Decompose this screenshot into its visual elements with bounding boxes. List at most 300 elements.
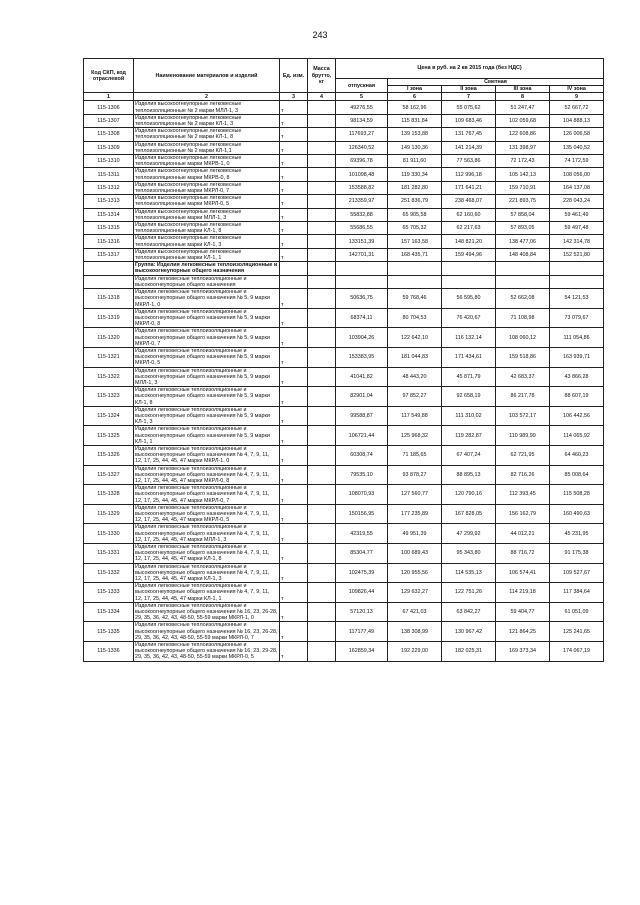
price-zone1: 125 968,32 [388,426,442,446]
price-zone3: 159 518,86 [496,347,550,367]
row-mass [308,275,336,288]
col-index: 7 [442,93,496,101]
price-zone3: 44 012,21 [496,524,550,544]
table-row [84,289,604,309]
row-mass [308,583,336,603]
header-name: Наименование материалов и изделий [134,59,280,93]
price-zone1: 157 163,58 [388,235,442,248]
price-zone2: 56 595,80 [442,289,496,309]
price-zone2: 120 790,16 [442,485,496,505]
price-release: 133151,39 [336,235,388,248]
price-zone3: 148 408,84 [496,248,550,261]
price-zone2: 63 842,27 [442,602,496,622]
price-zone1: 119 330,34 [388,168,442,181]
price-zone3: 138 477,06 [496,235,550,248]
table-row [84,347,604,367]
page-number: 243 [312,30,328,40]
row-name: Изделия легковесные теплоизоляционные и высокоогнеупорные общего назначения № 4, 7, 9, 11, 12, 17, 25, 44, 45, 47 марки МЛЛ-1, 3 [134,524,280,544]
price-zone2: 95 343,80 [442,544,496,564]
col-index: 8 [496,93,550,101]
price-zone1: 59 768,46 [388,289,442,309]
price-zone4: 108 056,00 [550,168,604,181]
row-mass [308,367,336,387]
price-zone3: 169 373,34 [496,642,550,662]
row-code: 115-1330 [84,524,134,544]
price-zone2: 109 683,46 [442,114,496,127]
price-zone2: 119 282,87 [442,426,496,446]
row-mass [308,328,336,348]
table-row [84,406,604,426]
price-zone4: 59 497,48 [550,222,604,235]
row-unit: т [280,347,308,367]
table-row [84,563,604,583]
row-unit: т [280,504,308,524]
price-zone3: 156 162,79 [496,504,550,524]
row-code: 115-1336 [84,642,134,662]
row-mass [308,602,336,622]
row-mass [308,544,336,564]
row-unit: т [280,155,308,168]
header-zone3: III зона [496,86,550,93]
price-zone3: 52 662,08 [496,289,550,309]
row-code: 115-1332 [84,563,134,583]
row-unit: т [280,248,308,261]
price-release: 153588,82 [336,181,388,194]
price-zone4: 106 442,56 [550,406,604,426]
row-code: 115-1314 [84,208,134,221]
price-zone4 [550,275,604,288]
row-name: Изделия легковесные теплоизоляционные и высокоогнеупорные общего назначения № 5, 9 марки КЛ-1, 1 [134,426,280,446]
price-zone1 [388,275,442,288]
col-index: 5 [336,93,388,101]
header-code: Код СКП, код отраслевой [84,59,134,93]
price-release: 126340,52 [336,141,388,154]
col-index: 9 [550,93,604,101]
row-mass [308,235,336,248]
row-code: 115-1307 [84,114,134,127]
price-zone4: 163 939,71 [550,347,604,367]
row-mass [308,181,336,194]
price-zone4: 114 065,92 [550,426,604,446]
price-release: 117693,27 [336,128,388,141]
row-code [84,275,134,288]
row-name: Изделия высокоогнеупорные легковесные теплоизоляционные марки КЛ-1, 1 [134,248,280,261]
row-name: Изделия высокоогнеупорные легковесные теплоизоляционные марки КЛ-1, 3 [134,235,280,248]
price-zone2: 111 310,02 [442,406,496,426]
table-row [84,642,604,662]
table-row [84,308,604,328]
price-zone3: 57 858,04 [496,208,550,221]
row-code: 115-1321 [84,347,134,367]
row-mass [308,524,336,544]
header-price-title: Цена в руб. на 2 кв 2015 года (без НДС) [336,59,604,79]
price-zone4: 73 079,67 [550,308,604,328]
row-name: Изделия высокоогнеупорные легковесные теплоизоляционные марки КЛ-1, 8 [134,222,280,235]
price-release: 50636,75 [336,289,388,309]
price-zone2: 62 160,60 [442,208,496,221]
row-unit: т [280,128,308,141]
row-code: 115-1306 [84,101,134,114]
price-zone3: 102 059,68 [496,114,550,127]
price-release: 85304,77 [336,544,388,564]
price-zone2 [442,275,496,288]
row-name: Изделия высокоогнеупорные легковесные теплоизоляционные № 2 марки КЛ-1, 3 [134,114,280,127]
price-zone2: 47 299,92 [442,524,496,544]
price-zone2: 114 535,13 [442,563,496,583]
row-unit: т [280,208,308,221]
table-row [84,485,604,505]
row-name: Изделия легковесные теплоизоляционные и высокоогнеупорные общего назначения № 5, 9 марки МКРЛ-0, 5 [134,347,280,367]
price-zone1: 181 282,80 [388,181,442,194]
price-release: 153383,95 [336,347,388,367]
row-unit: т [280,602,308,622]
row-mass [308,642,336,662]
price-zone1: 65 705,32 [388,222,442,235]
price-zone1: 127 560,77 [388,485,442,505]
price-zone1: 149 130,36 [388,141,442,154]
row-mass [308,289,336,309]
row-unit: т [280,445,308,465]
price-release: 106721,44 [336,426,388,446]
price-zone2: 112 996,18 [442,168,496,181]
table-row [84,114,604,127]
row-mass [308,347,336,367]
table-row [84,275,604,288]
price-zone2: 131 767,45 [442,128,496,141]
table-row [84,141,604,154]
price-zone3: 88 716,72 [496,544,550,564]
row-unit [280,262,308,275]
price-zone3: 51 247,47 [496,101,550,114]
row-unit: т [280,181,308,194]
row-mass [308,504,336,524]
row-unit: т [280,524,308,544]
price-zone1: 80 704,53 [388,308,442,328]
price-release: 101098,48 [336,168,388,181]
price-release: 42319,55 [336,524,388,544]
price-zone1: 139 153,88 [388,128,442,141]
col-index: 6 [388,93,442,101]
price-zone3 [496,262,550,275]
price-release: 82901,04 [336,387,388,407]
price-release [336,262,388,275]
row-code: 115-1324 [84,406,134,426]
row-name: Изделия легковесные теплоизоляционные и высокоогнеупорные общего назначения № 4, 7, 9, 11, 12, 17, 25, 44, 45, 47 марки КЛ-1, 8 [134,544,280,564]
price-zone1: 251 836,79 [388,195,442,208]
price-release: 117177,49 [336,622,388,642]
row-code: 115-1308 [84,128,134,141]
price-release: 162859,34 [336,642,388,662]
price-zone2: 55 075,62 [442,101,496,114]
price-zone4: 52 667,72 [550,101,604,114]
row-code: 115-1331 [84,544,134,564]
row-mass [308,222,336,235]
row-name: Изделия высокоогнеупорные легковесные теплоизоляционные марки МКРВ-0, 8 [134,168,280,181]
price-zone1: 67 421,03 [388,602,442,622]
price-zone2: 122 751,26 [442,583,496,603]
price-zone1: 93 878,27 [388,465,442,485]
row-code: 115-1318 [84,289,134,309]
price-release: 102475,39 [336,563,388,583]
row-code: 115-1323 [84,387,134,407]
row-unit: т [280,114,308,127]
table-row [84,222,604,235]
price-zone4: 59 461,49 [550,208,604,221]
price-zone4: 117 384,64 [550,583,604,603]
price-zone3: 121 864,25 [496,622,550,642]
row-mass [308,114,336,127]
row-unit: т [280,485,308,505]
table-row [84,445,604,465]
row-unit [280,275,308,288]
price-zone4: 135 040,52 [550,141,604,154]
price-release: 55832,88 [336,208,388,221]
price-release: 41041,82 [336,367,388,387]
price-zone3: 114 219,18 [496,583,550,603]
row-unit: т [280,195,308,208]
price-zone3: 72 172,43 [496,155,550,168]
row-code: 115-1309 [84,141,134,154]
row-mass [308,465,336,485]
row-code: 115-1310 [84,155,134,168]
row-mass [308,101,336,114]
row-name: Изделия легковесные теплоизоляционные и высокоогнеупорные общего назначения № 16, 23, 26-28, 29, 35, 36, 42, 43, 48-50, 55-59 марки МКРЛ-0, 7 [135,622,278,641]
header-unit: Ед. изм. [280,59,308,93]
price-zone3: 42 683,37 [496,367,550,387]
row-name: Изделия легковесные теплоизоляционные и высокоогнеупорные общего назначения № 5, 9 марки КЛ-1, 3 [134,406,280,426]
table-row [84,426,604,446]
row-unit: т [280,367,308,387]
price-zone3: 106 574,41 [496,563,550,583]
price-zone3: 62 721,95 [496,445,550,465]
price-release: 142701,31 [336,248,388,261]
row-code [84,262,134,275]
price-zone2: 88 895,13 [442,465,496,485]
row-code: 115-1316 [84,235,134,248]
price-release: 99588,87 [336,406,388,426]
price-release: 60308,74 [336,445,388,465]
table-row [84,248,604,261]
price-zone4: 111 054,86 [550,328,604,348]
price-zone4: 104 888,13 [550,114,604,127]
price-zone4: 152 521,80 [550,248,604,261]
price-release: 79535,10 [336,465,388,485]
price-zone1: 81 911,60 [388,155,442,168]
price-zone2: 62 217,63 [442,222,496,235]
row-code: 115-1313 [84,195,134,208]
price-zone1: 117 549,88 [388,406,442,426]
row-unit: т [280,289,308,309]
row-code: 115-1327 [84,465,134,485]
table-row [84,208,604,221]
price-zone3: 110 989,99 [496,426,550,446]
price-zone3: 221 893,75 [496,195,550,208]
table-row [84,181,604,194]
price-zone4: 109 527,67 [550,563,604,583]
price-zone2 [442,262,496,275]
row-name: Изделия легковесные теплоизоляционные и высокоогнеупорные общего назначения [134,275,280,288]
row-mass [308,208,336,221]
price-zone1 [388,262,442,275]
price-zone2: 182 025,31 [442,642,496,662]
col-index: 3 [280,93,308,101]
table-row [84,387,604,407]
price-zone3: 86 217,78 [496,387,550,407]
price-zone4: 43 866,28 [550,367,604,387]
table-row [84,524,604,544]
price-zone1: 100 689,43 [388,544,442,564]
price-release: 108070,93 [336,485,388,505]
table-row [84,367,604,387]
row-unit: т [280,465,308,485]
table-row [84,583,604,603]
row-unit: т [280,583,308,603]
row-mass [308,387,336,407]
table-row [84,195,604,208]
row-code: 115-1315 [84,222,134,235]
row-mass [308,622,336,642]
row-mass [308,563,336,583]
price-release [336,275,388,288]
price-zone4: 85 008,64 [550,465,604,485]
group-row [84,262,604,275]
row-mass [308,262,336,275]
row-name: Изделия высокоогнеупорные легковесные теплоизоляционные № 2 марки МЛЛ-1, 3 [134,101,280,114]
price-zone1: 65 905,58 [388,208,442,221]
price-release: 49276,55 [336,101,388,114]
row-unit: т [280,622,308,642]
col-index: 4 [308,93,336,101]
table-row [84,465,604,485]
row-name: Изделия легковесные теплоизоляционные и высокоогнеупорные общего назначения № 16, 23, 26-28, 29, 35, 36, 42, 43, 48-50, 55-59 марки МКРЛ-1, 0 [135,602,278,622]
price-zone1: 120 955,56 [388,563,442,583]
row-unit: т [280,642,308,662]
price-zone3: 103 572,17 [496,406,550,426]
price-zone1: 71 185,65 [388,445,442,465]
row-mass [308,195,336,208]
row-unit: т [280,222,308,235]
price-zone3: 131 398,97 [496,141,550,154]
price-zone1: 168 435,71 [388,248,442,261]
row-name: Изделия легковесные теплоизоляционные и высокоогнеупорные общего назначения № 5, 9 марки МКРЛ-1, 0 [134,289,280,309]
price-table [83,58,604,662]
price-zone4: 126 006,58 [550,128,604,141]
price-zone3: 105 142,13 [496,168,550,181]
row-name: Изделия высокоогнеупорные легковесные теплоизоляционные марки МКРВ-1, 0 [134,155,280,168]
price-zone1: 58 162,96 [388,101,442,114]
price-zone1: 129 632,27 [388,583,442,603]
row-mass [308,141,336,154]
price-release: 55686,55 [336,222,388,235]
col-index: 1 [84,93,134,101]
table-row [84,328,604,348]
price-zone3: 59 404,77 [496,602,550,622]
price-release: 57120,13 [336,602,388,622]
row-name: Изделия легковесные теплоизоляционные и высокоогнеупорные общего назначения № 4, 7, 9, 11, 12, 17, 25, 44, 45, 47 марки МКРЛ-0, 5 [134,504,280,524]
table-row [84,504,604,524]
header-mass: Масса брутто, кг [308,59,336,93]
row-mass [308,155,336,168]
price-zone4: 115 508,28 [550,485,604,505]
price-zone2: 171 641,21 [442,181,496,194]
price-zone4: 74 172,59 [550,155,604,168]
price-zone2: 92 658,19 [442,387,496,407]
price-zone2: 171 434,61 [442,347,496,367]
price-zone1: 122 642,10 [388,328,442,348]
row-mass [308,485,336,505]
price-zone4: 88 607,19 [550,387,604,407]
table-row [84,544,604,564]
row-mass [308,406,336,426]
row-mass [308,248,336,261]
table-row [84,602,604,622]
row-name: Изделия высокоогнеупорные легковесные теплоизоляционные марки МКРЛ-0, 5 [134,195,280,208]
price-release: 98134,59 [336,114,388,127]
table-row [84,155,604,168]
row-unit: т [280,563,308,583]
price-release: 103904,26 [336,328,388,348]
header-release: отпускная [336,79,388,93]
row-mass [308,445,336,465]
price-zone3: 108 060,12 [496,328,550,348]
row-code: 115-1317 [84,248,134,261]
price-zone2: 148 821,20 [442,235,496,248]
row-unit: т [280,308,308,328]
price-zone4: 174 067,19 [550,642,604,662]
price-zone3: 82 716,26 [496,465,550,485]
row-unit: т [280,168,308,181]
price-zone4: 54 121,53 [550,289,604,309]
row-mass [308,168,336,181]
table-row [84,622,604,642]
row-mass [308,308,336,328]
price-zone2: 167 828,05 [442,504,496,524]
price-zone1: 97 852,27 [388,387,442,407]
price-zone2: 130 967,42 [442,622,496,642]
price-zone4: 142 314,78 [550,235,604,248]
price-zone2: 45 871,79 [442,367,496,387]
price-release: 69396,78 [336,155,388,168]
price-zone1: 177 235,89 [388,504,442,524]
table-body [84,101,604,661]
row-code: 115-1312 [84,181,134,194]
row-code: 115-1326 [84,445,134,465]
price-zone1: 138 308,99 [388,622,442,642]
row-name: Изделия легковесные теплоизоляционные и высокоогнеупорные общего назначения № 4, 7, 9, 11, 12, 17, 25, 44, 45, 47 марки КЛ-1, 3 [134,563,280,583]
price-zone2: 116 132,14 [442,328,496,348]
row-code: 115-1311 [84,168,134,181]
table-row [84,235,604,248]
table-row [84,128,604,141]
col-index: 2 [134,93,280,101]
column-index-row [84,93,604,101]
header-zone1: I зона [388,86,442,93]
price-release: 68374,11 [336,308,388,328]
row-name: Изделия легковесные теплоизоляционные и высокоогнеупорные общего назначения № 5, 9 марки МКРЛ-0, 8 [134,308,280,328]
row-unit: т [280,101,308,114]
price-zone1: 49 951,39 [388,524,442,544]
row-unit: т [280,328,308,348]
row-mass [308,426,336,446]
price-zone4: 91 175,38 [550,544,604,564]
row-name: Изделия высокоогнеупорные легковесные теплоизоляционные марки МКРЛ-0, 7 [134,181,280,194]
row-code: 115-1319 [84,308,134,328]
price-zone2: 77 563,86 [442,155,496,168]
row-name: Изделия высокоогнеупорные легковесные теплоизоляционные № 2 марки КЛ-1, 8 [134,128,280,141]
row-name: Изделия легковесные теплоизоляционные и высокоогнеупорные общего назначения № 4, 7, 9, 11, 12, 17, 25, 44, 45, 47 марки МКРЛ-0, 8 [134,465,280,485]
price-zone1: 181 044,83 [388,347,442,367]
price-zone4: 45 231,95 [550,524,604,544]
